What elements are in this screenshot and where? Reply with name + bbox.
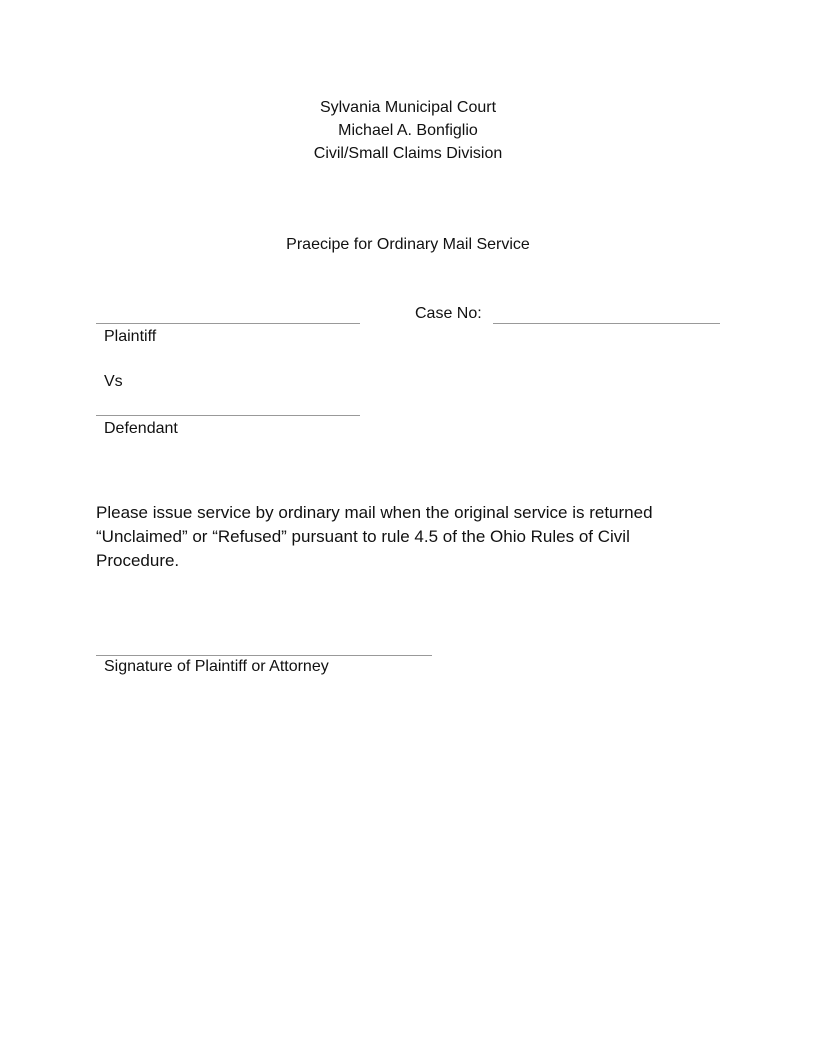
body-line-3: Procedure. [96, 551, 180, 570]
defendant-label: Defendant [104, 420, 178, 437]
body-line-1: Please issue service by ordinary mail when the original service is returned [96, 503, 653, 522]
judge-name: Michael A. Bonfiglio [338, 122, 478, 139]
defendant-line[interactable] [96, 415, 360, 416]
body-line-2: “Unclaimed” or “Refused” pursuant to rule 4.5 of the Ohio Rules of Civil [96, 527, 630, 546]
court-name: Sylvania Municipal Court [319, 99, 497, 116]
plaintiff-line[interactable] [96, 323, 360, 324]
division-name: Civil/Small Claims Division [313, 145, 503, 162]
case-no-label: Case No: [415, 305, 482, 322]
vs-label: Vs [104, 373, 123, 390]
signature-label: Signature of Plaintiff or Attorney [104, 658, 329, 675]
case-no-line[interactable] [493, 323, 720, 324]
signature-line[interactable] [96, 655, 432, 656]
document-title: Praecipe for Ordinary Mail Service [286, 236, 530, 253]
plaintiff-label: Plaintiff [104, 328, 157, 345]
